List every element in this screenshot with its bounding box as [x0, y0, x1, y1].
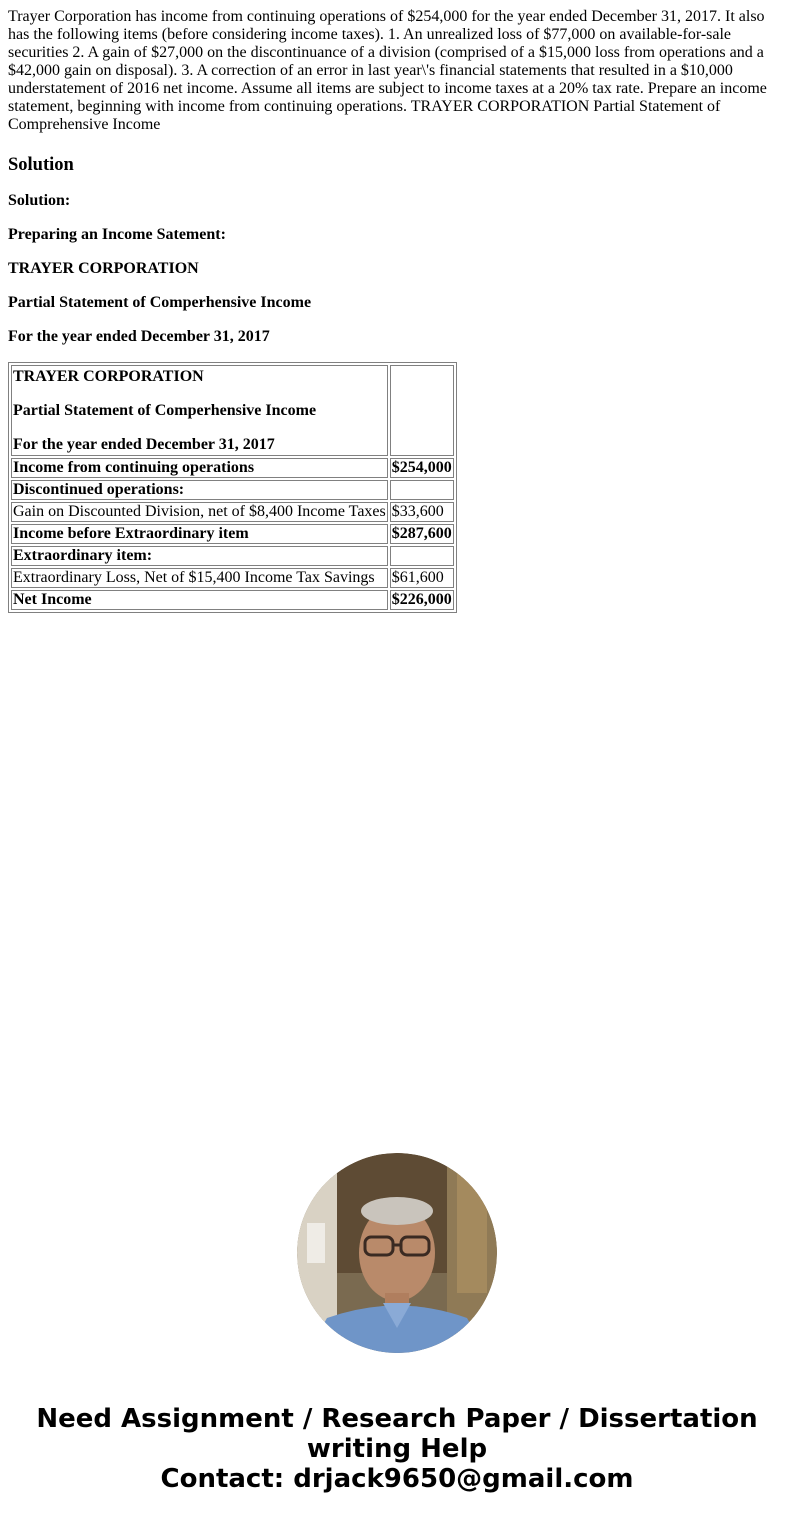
row-value	[390, 480, 454, 500]
promo-contact: Contact: drjack9650@gmail.com	[160, 1464, 634, 1494]
table-row	[11, 502, 454, 522]
table-title: Partial Statement of Comperhensive Income	[13, 402, 317, 419]
table-header-cell	[11, 365, 388, 456]
table-header-value-cell	[390, 365, 454, 456]
row-value: $61,600	[390, 568, 454, 588]
statement-period: For the year ended December 31, 2017	[8, 328, 270, 345]
row-value	[390, 546, 454, 566]
solution-heading: Solution	[8, 155, 74, 175]
row-label: Net Income	[11, 590, 388, 610]
row-label: Income from continuing operations	[11, 458, 388, 478]
table-row	[11, 546, 454, 566]
row-label: Extraordinary item:	[11, 546, 388, 566]
table-period: For the year ended December 31, 2017	[13, 436, 275, 453]
avatar	[297, 1153, 497, 1353]
solution-label: Solution:	[8, 192, 71, 209]
table-header-row	[11, 365, 454, 456]
promo-text	[0, 1404, 794, 1494]
row-value: $33,600	[390, 502, 454, 522]
income-statement-table	[8, 362, 457, 613]
row-value: $287,600	[391, 525, 452, 542]
preparing-label: Preparing an Income Satement:	[8, 226, 226, 243]
row-label: Income before Extraordinary item	[11, 524, 388, 544]
row-label: Discontinued operations:	[11, 480, 388, 500]
row-label: Gain on Discounted Division, net of $8,400 Income Taxes	[13, 503, 386, 520]
company-name: TRAYER CORPORATION	[8, 260, 199, 277]
question-text: Trayer Corporation has income from continuing operations of $254,000 for the year ended December 31, 2017. It also has the following items (before considering income taxes). 1. An unrealized loss of $77,000 on available-for-sale securities 2. A gain of $27,000 on the discontinuance of a division (comprised of a $15,000 loss from operations and a $42,000 gain on disposal). 3. A correction of an error in last year\'s financial statements that resulted in a $10,000 understatement of 2016 net income. Assume all items are subject to income taxes at a 20% tax rate. Prepare an income statement, beginning with income from continuing operations. TRAYER CORPORATION Partial Statement of Comprehensive Income	[8, 8, 767, 133]
table-company: TRAYER CORPORATION	[13, 368, 204, 385]
promo-line-1: Need Assignment / Research Paper / Dissertation	[36, 1404, 758, 1434]
table-row	[11, 480, 454, 500]
table-row	[11, 458, 454, 478]
promo-line-2: writing Help	[306, 1434, 488, 1464]
promo-avatar-block	[0, 1153, 794, 1353]
statement-title: Partial Statement of Comperhensive Income	[8, 294, 312, 311]
table-row	[11, 568, 454, 588]
document-page	[0, 0, 794, 613]
table-row	[11, 524, 454, 544]
row-value: $254,000	[391, 459, 452, 476]
row-label: Extraordinary Loss, Net of $15,400 Income Tax Savings	[11, 568, 388, 588]
row-value: $226,000	[391, 591, 452, 608]
table-row	[11, 590, 454, 610]
